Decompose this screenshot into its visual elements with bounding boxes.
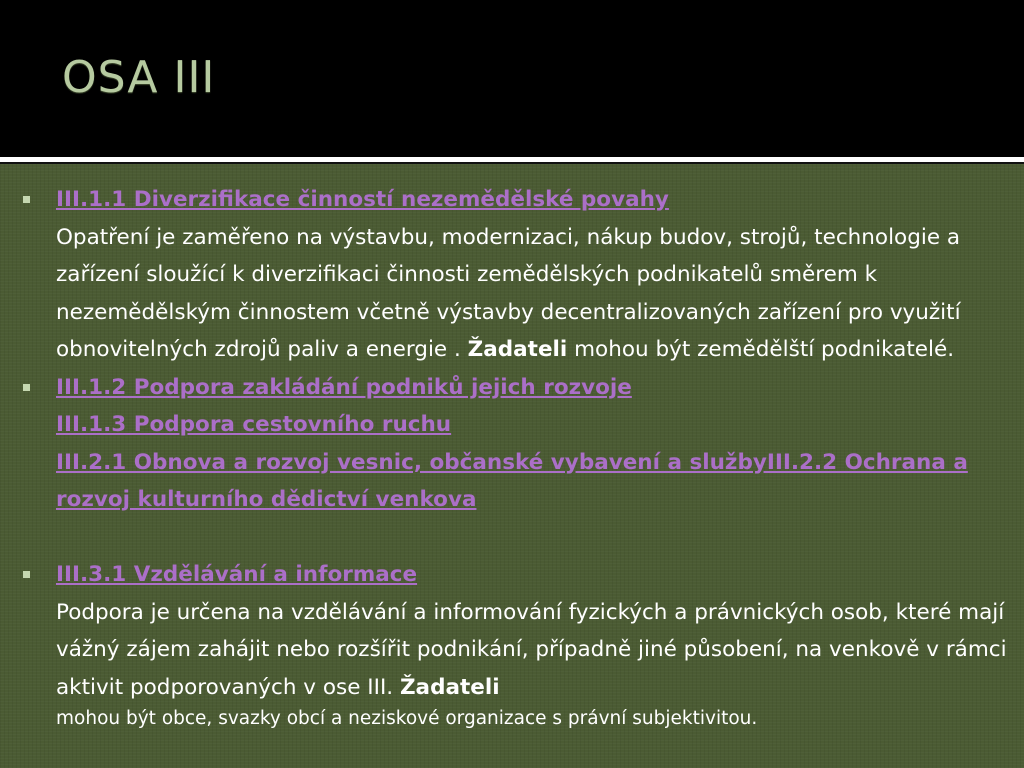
bullet-description bbox=[56, 594, 1011, 707]
link-iii-2-1[interactable]: III.2.1 Obnova a rozvoj vesnic, občanské vybavení a službyIII.2.2 Ochrana a rozvoj kulturního dědictví venkova bbox=[56, 449, 968, 512]
slide-body bbox=[0, 164, 1024, 768]
applicants-label: Žadateli bbox=[399, 674, 500, 700]
link-iii-3-1[interactable]: III.3.1 Vzdělávání a informace bbox=[56, 562, 418, 587]
link-iii-1-1[interactable]: III.1.1 Diverzifikace činností nezemědělské povahy bbox=[56, 187, 669, 212]
slide-title: OSA III bbox=[62, 52, 216, 103]
description-text: Opatření je zaměřeno na výstavbu, modernizaci, nákup budov, strojů, technologie a zařízení sloužící k diverzifikaci činnosti zemědělských podnikatelů směrem k nezemědělským činnostem včetně výstavby decentralizovaných zařízení pro využití obnovitelných zdrojů paliv a energie . bbox=[56, 224, 961, 362]
applicants-label: Žadateli bbox=[467, 337, 568, 362]
bullet-marker bbox=[23, 196, 30, 203]
bullet-item-links bbox=[56, 369, 1011, 519]
link-iii-1-3[interactable]: III.1.3 Podpora cestovního ruchu bbox=[56, 412, 452, 437]
applicants-text: mohou být zemědělští podnikatelé. bbox=[567, 337, 955, 362]
bullet-description bbox=[56, 219, 1011, 369]
bullet-marker bbox=[23, 571, 30, 578]
bullet-marker bbox=[23, 384, 30, 391]
applicants-text: mohou být obce, svazky obcí a neziskové organizace s právní subjektivitou. bbox=[56, 708, 758, 729]
description-text: Podpora je určena na vzdělávání a informování fyzických a právnických osob, které mají vážný zájem zahájit nebo rozšířit podnikání, případně jiné působení, na venkově v rámci aktivit podporovaných v ose III. bbox=[56, 599, 1007, 700]
link-iii-1-2[interactable]: III.1.2 Podpora zakládání podniků jejich rozvoje bbox=[56, 374, 632, 400]
title-band bbox=[0, 0, 1024, 157]
empty-line bbox=[56, 519, 1011, 557]
bullet-item-iii-3-1 bbox=[56, 556, 1011, 732]
bullet-item-iii-1-1 bbox=[56, 181, 1011, 369]
bullet-list bbox=[56, 181, 1011, 732]
link-iii-2-wrap bbox=[56, 444, 1011, 519]
title-divider bbox=[0, 157, 1024, 164]
